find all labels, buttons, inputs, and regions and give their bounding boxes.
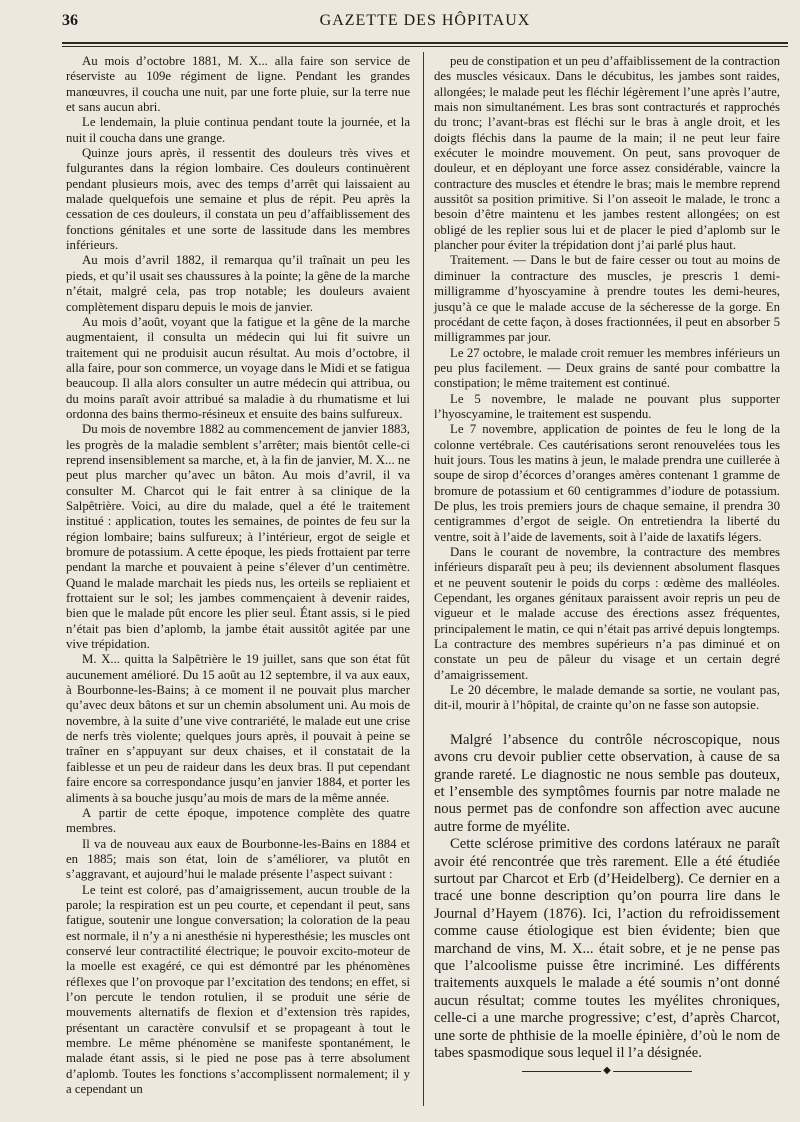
paragraph: peu de constipation et un peu d’affaiblissement de la contraction des muscles vésicaux. Dans le décubitus, les jambes sont raides, allongées; le malade peut les fléchir légèrement l’une après l’autre, mais non simultanément. Les bras sont contracturés et rapprochés du tronc; l’avant-bras est fléchi sur le bras à angle droit, et les doigts fléchis dans la paume de la main; il ne peut leur faire exécuter le moindre mouvement. On peut, sans provoquer de douleur, et en déployant une force assez considérable, vaincre la contracture des muscles et étendre le bras; mais le membre reprend aussitôt sa position primitive. Si l’on asseoit le malade, le tronc a besoin d’être maintenu et les jambes restent allongées; on est obligé de les replier sous lui et de placer le pied d’aplomb sur le plancher pour éviter la trépidation dont j’ai parlé plus haut. — [434, 54, 780, 253]
page-number: 36 — [62, 12, 78, 29]
header-rule-thin — [62, 46, 788, 47]
paragraph: Du mois de novembre 1882 au commencement de janvier 1883, les progrès de la maladie semblent s’arrêter; mais bientôt celle-ci reprend insensiblement sa marche, et, à la fin de janvier, M. X... ne peut plus marcher qu’avec un bâton. Au mois d’avril, il va consulter M. Charcot qui le fait entrer à sa clinique de la Salpêtrière. Voici, au dire du malade, quel a été le traitement institué : application, toutes les semaines, de pointes de feu sur la région lombaire; bains sulfureux; à l’intérieur, ergot de seigle et bromure de potassium. A cette époque, les pieds frottaient par terre pendant la marche et pouvaient à peine s’élever d’un centimètre. Quand le malade marchait les pieds nus, les orteils se repliaient et frottaient sur le sol; les jambes commençaient à devenir raides, bien que le malade pût encore les plier seul. Étant assis, si le pied n’était pas bien d’aplomb, la jambe était aussitôt agitée par une vive trépidation. — [66, 422, 410, 652]
paragraph: A partir de cette époque, impotence complète des quatre membres. — [66, 805, 410, 836]
header-rule — [62, 42, 788, 44]
conclusion-paragraph: Malgré l’absence du contrôle nécroscopique, nous avons cru devoir publier cette observation, à cause de sa grande rareté. Le diagnostic ne nous semble pas douteux, et l’ensemble des symptômes fournis par notre malade ne nous permet pas de confondre son affection avec aucune autre forme de myélite. — [434, 731, 780, 835]
right-column — [434, 54, 780, 1078]
end-ornament — [522, 1071, 692, 1078]
paragraph: Le 20 décembre, le malade demande sa sortie, ne voulant pas, dit-il, mourir à l’hôpital, de crainte qu’on ne fasse son autopsie. — [434, 683, 780, 713]
section-spacer — [434, 714, 780, 732]
running-title: GAZETTE DES HÔPITAUX — [319, 12, 531, 29]
paragraph: Le teint est coloré, pas d’amaigrissement, aucun trouble de la parole; la respiration est un peu courte, et cependant il peut, sans fatigue, soutenir une longue conversation; la coloration de la peau est normale, il n’y a ni anesthésie ni hyperesthésie; les muscles ont conservé leur contractilité électrique; le pouvoir excito-moteur de la moelle est exagéré, ce qui est démontré par les phénomènes réflexes que l’on provoque par l’excitation des tendons; en effet, si l’on percute le tendon rotulien, il se produit une série de mouvements alternatifs de flexion et d’extension très rapides, présentant un caractère convulsif et se propageant à tout le membre. Le même phénomène se manifeste spontanément, le malade étant assis, si le pied ne pose pas à terre absolument d’aplomb. Toutes les fonctions s’accomplissent normalement; il y a cependant un — [66, 882, 410, 1097]
paragraph: Le 7 novembre, application de pointes de feu le long de la colonne vertébrale. Ces cautérisations seront renouvelées tous les huit jours. Tous les matins à jeun, le malade prendra une cuillerée à soupe de sirop d’écorces d’oranges amères contenant 1 gramme de bromure de potassium et 60 centigrammes d’iodure de potassium. De plus, les trois premiers jours de chaque semaine, il prendra 30 centigrammes d’ergot de seigle. On entretiendra la liberté du ventre, soit à l’aide de lavements, soit à l’aide de laxatifs légers. — [434, 422, 780, 544]
paragraph: M. X... quitta la Salpêtrière le 19 juillet, sans que son état fût aucunement amélioré. Du 15 août au 12 septembre, il va aux eaux, à Bourbonne-les-Bains; à ce moment il ne pouvait plus marcher qu’avec deux bâtons et sur un chemin absolument uni. Au mois de novembre, à la suite d’une vive contrariété, le malade eut une crise de nerfs très violente; quelques jours après, il pouvait à peine se traîner en s’appuyant sur deux chaises, et il constatait de la faiblesse et un peu de raideur dans les deux bras. Il put cependant faire encore sa correspondance jusqu’en janvier 1884, et porter les aliments à sa bouche jusqu’au mois de mars de la même année. — [66, 652, 410, 805]
left-column — [66, 54, 410, 1097]
paragraph: Au mois d’avril 1882, il remarqua qu’il traînait un peu les pieds, et qu’il usait ses chaussures à la pointe; la gêne de la marche n’était, malgré cela, pas trop notable; les douleurs avaient complètement disparu depuis le mois de janvier. — [66, 253, 410, 314]
paragraph: Au mois d’octobre 1881, M. X... alla faire son service de réserviste au 109e régiment de ligne. Pendant les grandes manœuvres, il coucha une nuit, par une forte pluie, sur la terre nue et sans aucun abri. — [66, 54, 410, 115]
paragraph-treatment: Traitement. — Dans le but de faire cesser ou tout au moins de diminuer la contracture des muscles, je prescris 1 demi-milligramme d’hyoscyamine à prendre toutes les demi-heures, jusqu’à ce que le malade accuse de la sécheresse de la gorge. En procédant de cette façon, à doses fractionnées, il peut en absorber 5 milligrammes par jour. — [434, 253, 780, 345]
paragraph: Le lendemain, la pluie continua pendant toute la journée, et la nuit il coucha dans une grange. — [66, 115, 410, 145]
paragraph: Il va de nouveau aux eaux de Bourbonne-les-Bains en 1884 et en 1885; mais son état, loin de s’améliorer, va plutôt en s’aggravant, et aujourd’hui le malade présente l’aspect suivant : — [66, 836, 410, 882]
column-divider — [423, 52, 424, 1106]
paragraph: Quinze jours après, il ressentit des douleurs très vives et fulgurantes dans la région lombaire. Ces douleurs continuèrent pendant plusieurs mois, avec des temps d’arrêt qui laissaient au malade quelquefois une semaine et plus de répit. Peu après la cessation de ces douleurs, il constata un peu d’affaiblissement des fonctions génitales et une sorte de lassitude dans les membres inférieurs. — [66, 146, 410, 253]
page-header — [62, 12, 788, 34]
paragraph: Le 27 octobre, le malade croit remuer les membres inférieurs un peu plus facilement. — Deux grains de santé pour combattre la constipation; le même traitement est continué. — [434, 345, 780, 391]
paragraph: Dans le courant de novembre, la contracture des membres inférieurs disparaît peu à peu; ils deviennent absolument flasques et ne peuvent soutenir le poids du corps : œdème des malléoles. Cependant, les organes génitaux paraissent avoir repris un peu de vigueur et le malade accuse des érections assez fréquentes, principalement le matin, ce qui n’était pas arrivé depuis longtemps. La contracture des membres supérieurs n’a pas diminué et on constate un peu de pâleur du visage et un certain degré d’amaigrissement. — [434, 545, 780, 682]
paragraph: Le 5 novembre, le malade ne pouvant plus supporter l’hyoscyamine, le traitement est suspendu. — [434, 391, 780, 421]
paragraph: Au mois d’août, voyant que la fatigue et la gêne de la marche augmentaient, il consulta un médecin qui lui fit suivre un traitement qui ne produisit aucun résultat. Au mois d’octobre, il alla faire, pour son commerce, un voyage dans le Midi et se fatigua beaucoup. Il alla alors consulter un autre médecin qui attribua, ou du moins paraît avoir attribué sa maladie à du rhumatisme et lui ordonna des bains thermo-résineux et ensuite des bains sulfureux. — [66, 314, 410, 421]
conclusion-paragraph: Cette sclérose primitive des cordons latéraux ne paraît avoir été rencontrée que très rarement. Elle a été étudiée surtout par Charcot et Erb (d’Heidelberg). Ce dernier en a tracé une bonne description qu’on pourra lire dans le Journal d’Hayem (1876). Ici, l’action du refroidissement comme cause étiologique est bien évidente; bien que marchand de vins, M. X... était sobre, et je ne pense pas que l’alcoolisme puisse être incriminé. Les différents traitements auxquels le malade a été soumis n’ont donné aucun résultat; comme toutes les myélites chroniques, celle-ci a une marche progressive; c’est, d’après Charcot, une sorte de phthisie de la moelle épinière, d’où le nom de tabes spasmodique sous lequel il l’a désignée. — [434, 836, 780, 1062]
